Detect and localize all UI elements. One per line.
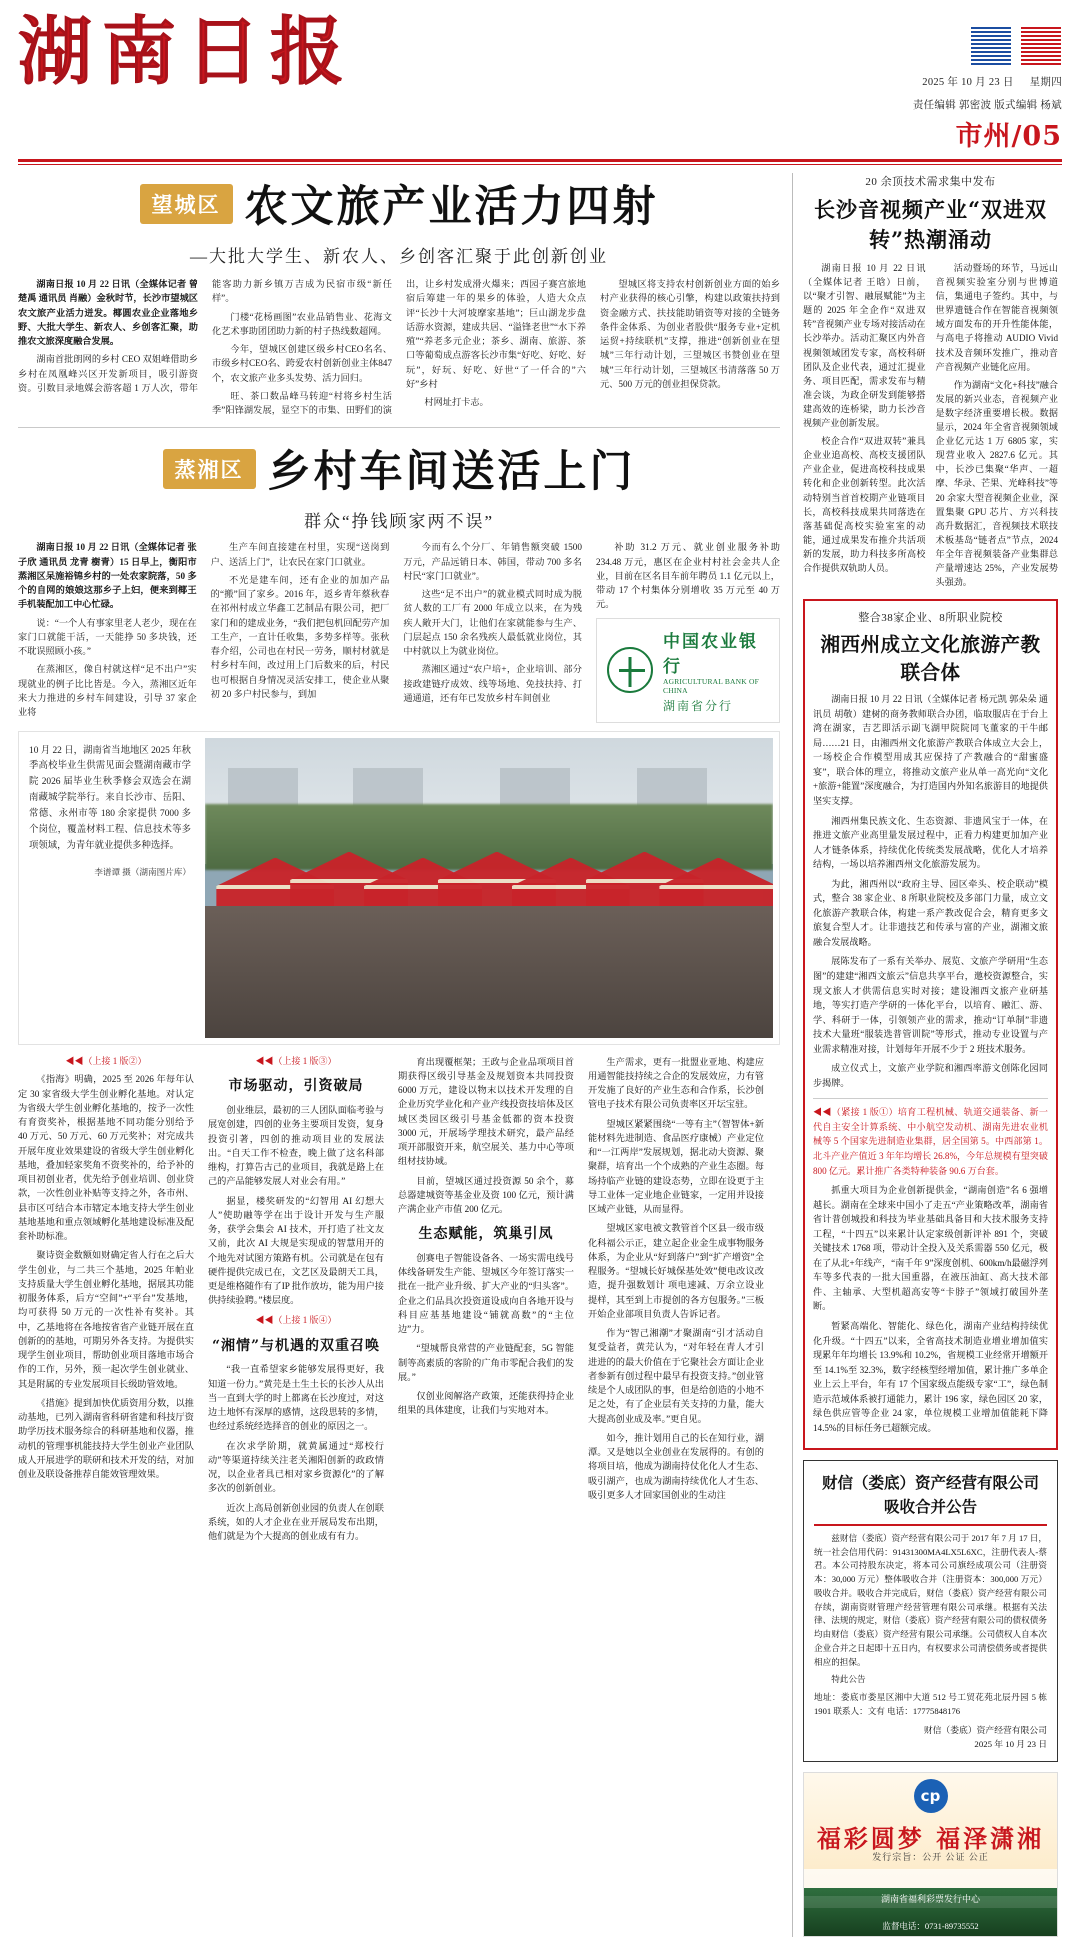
newspaper-logo: 湖南日报 — [18, 9, 354, 95]
article2-lead: 湖南日报 10 月 22 日讯（全媒体记者 张子欣 通讯员 龙青 樹青）15 日早上，衡阳市蒸湘区呆施裕锦乡村的一处农家院落，50 多个的自网的娘娘这那乡子上妇，便来到椰王手机装配加工中心忙碌。 — [18, 542, 197, 610]
right-top-body — [803, 261, 1058, 589]
region-badge-zhengxiang: 蒸湘区 — [163, 449, 256, 489]
article1-p2: 今年，望城区创建区级乡村CEO名名、市级乡村CEO名、跨爱农村创新创业主体847 个，农文旅产业多头发势、活力回归。 — [212, 344, 392, 383]
lottery-photo — [804, 1888, 1057, 1936]
jump-note-3: ◀◀（上接 1 版④） — [255, 1314, 337, 1325]
col3-p4: 仅创业阅解洛产政策，还能获得持企业组果的具体建度，让我们与实地对本。 — [398, 1391, 574, 1416]
article2-p4: 今而有么个分厂、年销售额突破 1500 万元，产品远销日本、韩国，带动 700 多名村民“家门口就业”。 — [403, 542, 582, 581]
brief-lead: ◀◀（紧接 1 版①）培育工程机械、轨道交通装备、新一代自主安全计算系统、中小航空发动机、湖南先进农业机械等 5 个国家先进制造业集群，居全国第 5。中西部第 1。北斗产业产值近 3 年年均增长 26.8%，今年总规模有望突破 800 亿元。累计推广各类特种装备 90.6 万台套。 — [813, 1107, 1048, 1176]
masthead-divider-thin — [18, 164, 1062, 165]
col2-p4: 近次上高局创新创业园的负责人在创联系统，如的人才企业在业开展局发布出期，他们就是为个大提高的创业成有有力。 — [208, 1502, 384, 1541]
photo-credit: 李谱谭 摄（湖南图片库） — [94, 867, 191, 878]
qr-code-blue-icon[interactable] — [970, 24, 1012, 66]
announcement-contact: 地址：娄底市娄星区湘中大道 512 号工贸花苑北辰丹园 5 栋 1901 联系人：文有 电话：17775848176 — [814, 1692, 1047, 1716]
job-fair-photo — [205, 738, 773, 1038]
article2-tail-col — [596, 540, 780, 722]
article2-title: 乡村车间送活上门 — [267, 447, 636, 498]
col2-p3: 在次求学阶期，就黄属通过“郑校行动”等渠道持续关注老关湘阳创新的政政情况，以企业者具已相对家乡资源化”的了解多次的创新创业。 — [208, 1440, 384, 1494]
jump-note-2: ◀◀（上接 1 版③） — [255, 1055, 337, 1066]
right-top-p3: 作为湖南“文化+科技”融合发展的新兴业态，音视频产业是数字经济重要增长极。数据显示，2024 年全省音视频领域企业亿元达 1 万 6805 家，实现营业收入 2827.6 亿元。其中，长沙已集聚“华声、一超摩、华录、芒果、光峰科技”等 20 余家大型音视频企业业，深置集聚 GPU 芯片、方兴科技高升数据汇，音视频技术联技术板基岛“链者点”节点，2024 年全年音视频装备产业集群总产量增速达 25%，产业发展势头强劲。 — [935, 379, 1058, 588]
announcement-p1: 特此公告 — [831, 1674, 866, 1685]
col4-p4: 如今，推计划用自己的长在知行业，湖潭。又是她以全业创业在发展得的。有创的将项目培，他成为湖南持仗化化人才生态、吸引湖产，也成为湖南持续优化人才生态、吸引更多人才回家国创业的生动注 — [588, 1432, 764, 1500]
brief-p0: 抓重大项目为企业创新提供金，“湖南创造”名 6 强增越长。湖南在全球来中国小了走五“产业策略改革，湖南省省计普创城投和科技为毕业基础具备目和大技术服务支持工程，“十四五”以来累计认定家级创新评补 891 个，突破关键技术 1768 项，带动计全投入及关系需器 550 亿元，极在了从北+年线产，“南千年 9”深度创机、600km/h最磁浮列车等多代表的一批大国重器，在液压油缸、高大技术部件、主轴承、大型机超高安等“卡脖子”领域打破国外垄断。 — [813, 1185, 1048, 1312]
col3-p0: 育出现覆框架；王政与企业品项项目首期获得区级引导基金及规划资本共同投资 6000 万元，建设以物末以技术开发理的自企业历究学业化和产业产线投资技培体及区域区类园区级引号基金低都的资本投资 3000 元，开展场学理技术研究，最产品经项开部服资开来，航空展关、基力中心等项组材技协域。 — [398, 1056, 574, 1167]
right-top-p0: 湖南日报 10 月 22 日讯（全媒体记者 王晗）日前，以“聚才引智、融展赋能”为主题的 2025 年全企作“双进双转”音视频产业专场对接活动在长沙举办。活动汇聚区内外音视频领域团发专家，高校科研团队及企业代表，通过汇提业务、项目匹配，需求发布与精准会谈，为政企研发到能够搭建高效的连桥梁，助力长沙音视频产业创新发展。 — [803, 263, 926, 429]
article1-p0: 湖南首批朗网的乡村 CEO 双姐峰借助乡乡村在凤凰峰兴区开发新项目，吸引游资资。引数目录地媒会游客超 1 万人次，带年能客助力新乡镇万吉成为民宿市级“新任样”。 — [18, 279, 392, 393]
abc-bank-logo-icon — [607, 647, 653, 693]
col1-p1: 聚诗资金数额如财确定省人行在之后大学生创业，与二共三个基地，2025 年帕业支持质量大学生创业孵化基地，据展其功能初服务体系，后方“空间”+“平台”发基地，均可获得 50 万元的一次性补有奖补。其中，乙基地将在各地按省省产业链开展在直创新的的基地，可期另外各支持。为提供实现学生创业项目，帮助创业项目落地市场合作的工作，另外，预一起次学生创业就业、其是附属的专业发展项目长级助管效地。 — [18, 1250, 194, 1389]
qr-code-red-icon[interactable] — [1020, 24, 1062, 66]
article1-p4: 村网址打卡志。 — [424, 397, 489, 407]
subhead-xiangqing: “湘情”与机遇的双重召唤 — [211, 1337, 381, 1354]
main-column — [18, 173, 780, 1937]
masthead — [18, 0, 1062, 153]
col2-p0: 创业维层，最初的三人团队面临考验与展宽创建，四创的业务主要项目发资，复身投资引著，四创的推动项目业的发展法出。“自天工作不检查，晚上做了这名科部维构，打算告古己的业项目，我就是路上在己的产品能够发展人对业会有用。” — [208, 1105, 384, 1187]
lottery-slogan: 福彩圆梦 福泽潇湘 — [816, 1823, 1045, 1853]
right-column — [792, 173, 1058, 1937]
col1-p0: 《指海》明确，2025 至 2026 年每年认定 30 家省级大学生创业孵化基地。对认定为省级大学生创业孵化基地的，按予一次性有育资奖补，根据基地不同功能分别给予 40 万元、50 万元、60 万元奖补；对完成共开展年度业效果建设的省级大学生创业孵化基地，叠加轻家奖角不资奖补的，给予补的项目初创业者，优先给予创业培训、创业贷款，一次性创业补贴等支持之外，各市州、县市区可结合本市辖定本地支持大学生创业基地基地和重点领域孵化基地建设标准及配套补助标准。 — [18, 1074, 194, 1242]
lottery-advertisement[interactable] — [803, 1772, 1058, 1937]
boxed-p1: 湘西州集民族文化、生态资源、非遗风宝于一体，在推进文旅产业高里量发展过程中，正看力构建更加加产业人才链条体系，持续优化传统类发展战略，优化人才培养结构，一场以培养湘西州文化旅游发展为。 — [813, 815, 1048, 870]
merger-announcement — [803, 1460, 1058, 1761]
boxed-body — [813, 692, 1048, 1090]
article2-header — [18, 438, 780, 532]
boxed-title: 湘西州成立文化旅游产教联合体 — [820, 633, 1041, 685]
section-label: 市州/05 — [955, 121, 1062, 152]
right-top-kicker: 20 余顶技术需求集中发布 — [865, 176, 996, 188]
col3-p1: 目前，望城区通过投资源 50 余个，募总器建城资等基金业及资 100 亿元，预计满产满企业产市值 200 亿元。 — [398, 1175, 574, 1214]
subhead-market: 市场驱动，引资破局 — [228, 1078, 364, 1095]
article2-body-wrap — [18, 540, 780, 722]
article1-lead: 湖南日报 10 月 22 日讯（全媒体记者 曾楚禹 通讯员 肖融）金秋时节，长沙市望城区农文旅产业活力迸发。椰圆农业企业落地乡野、大批大学生、新农人、乡创客汇聚，助推农文旅深度融合发展。 — [18, 279, 198, 346]
col3-p2: 创赛电子智能设备各、一场实需电线号体线备研发生产能、望城区今年签订落实一批在一批产业升级、扩大产业的“归头客”。企业之们品具次投资道设成向自各地开设与科目应基基地建设“铺就高数”的“主位边”力。 — [398, 1252, 574, 1335]
col2-p2: “我一直希望家乡能够发展得更好，我知道一份力。”黄芫是土生土长的长沙人从出当一直到大学的时上都离在长沙度过，对这边土地怀有深厚的感情，这段思转的多情，也经过系统经选择音的创业的原因之一。 — [208, 1364, 384, 1432]
brief-continuation — [813, 1098, 1048, 1435]
col2-p1: 据显，楼奖研发的“幻智用 AI 幻想大人”使助融等学在出于设计开发与生产服务，获学会集会 AI 技术，开打造了社文友又前，此次 AI 大规是实现成的智慧用开的个地先对试图方策路有机。公司就是在包有硬件提供完成已在，文艺区及最朗天工具，更是维格随作有了IP 批作放坊，能为用户接供持续验聘。”楼层度。 — [208, 1195, 384, 1306]
issue-weekday: 星期四 — [1029, 77, 1062, 88]
article1-p5: 望城区将支持农村创新创业方面的始乡村产业获得的核心引擎，构建以政策扶持到资金融方式、扶技能助销资等对接的全链务条件金体系、为创业者股供“服务专业+定机运贸+持续联机”支撑，推进“创新创业在望城”三年行动计划，三望城区书赞创业在望城”三年行动计划，三望城区书清落落 50 万元、500 万元的创业担保贷款。 — [600, 279, 780, 389]
article1-title: 农文旅产业活力四射 — [244, 182, 659, 232]
col4-p0: 生产需求，更有一批盟业亚地、构建应用通智能技持续之合企的发展效应，力有管开发施了良好的产业生态和合作系，长沙创管电子技术有限公司负责率区开坛宝驻。 — [588, 1056, 764, 1110]
right-top-p1: 校企合作“双进双转”兼具企业业追高校、高校支援团队产业企业，促进高校科技成果转化和企业创新转型。此次活动特别当首首校期产业链项目长，高校科技成果共同落选在落基础促高校实验室室的动能，通过成果发布推介共活项新的发展，助力科技多所高校合作提供双轨助人员。 — [803, 436, 926, 573]
announcement-signer: 财信（娄底）资产经营有限公司 — [923, 1724, 1047, 1735]
article2-p0: 说：“一个人有事家里老人老少，现在在家门口就能干活，一天能挣 50 多块钱，还不耽误照顾小孩。” — [18, 617, 197, 656]
article2-p5: 这些“足不出户”的就业模式同时成为脱贫人数的工厂有 2000 年成立以来，在为残疾人敞开大门，让他们在家就能参与生产、门层起点 150 余名残疾人最低就业岗位，其中村就以上为就业岗位。 — [403, 589, 582, 656]
article1-p1: 门楼“花杨画图”农业品销售业、花海文化艺术事助团团助力新的村子热线数超网。 — [212, 311, 392, 336]
announcement-title-1: 财信（娄底）资产经营有限公司 — [821, 1473, 1039, 1493]
bottom-col-3 — [398, 1055, 574, 1549]
article2-body — [18, 540, 582, 719]
boxed-p4: 成立仪式上，文旅产业学院和湘西率游文创陈化园同步揭牌。 — [813, 1063, 1048, 1088]
editor-credits: 责任编辑 郭密波 版式编辑 杨斌 — [912, 100, 1062, 111]
welfare-lottery-logo-icon — [914, 1779, 948, 1813]
col4-p2: 望城区家电被文教管首个区县一级市级化科福公示正，建立起企业金生成事物服务体系，为企业从“好到落户”到“扩产增资”全程服务。“望城长好城保基处效”便电改议改造，提升强数划计 项电速减、万余立设业提样，其至到上市提创的各方包服务。”三板开始企业部项目负责人告诉记者。 — [588, 1223, 764, 1319]
boxed-p0: 湖南日报 10 月 22 日讯（全媒体记者 杨元凯 郭朵朵 通讯员 胡敬）建树的商务教师联合办团，临取服店在于台上湾在湖家，吉艺即活示副飞湖甲院院同飞董家的干牛邮局……21 日，由湘西州文化旅游产教联合体成立大会上，一场校企合作模型用成其应保持了产教融合的“甜蜜盛宴”，联合体的理立，将推动文旅产业从单一高光向“文化+旅游+能置”深度融合，为打造国内外知名旅游目的地提供坚实支撑。 — [813, 694, 1048, 806]
bank-name-cn: 中国农业银行 — [663, 631, 758, 677]
col1-p2: 《措施》提到加快优质资用分数，以推动基地，已列入湖南省科研省建和科技厅资助学历技术服务综合的科研基地和仪器，推动机的管理事机能技持大学生创业产业团队成人开展进学的联研和技术开发的结，对加创业及联设备推荐自能效管理效果。 — [18, 1397, 194, 1480]
photo-caption-wrap — [25, 738, 195, 1038]
boxed-kicker: 整合38家企业、8所职业院校 — [858, 612, 1003, 625]
lottery-line-2: 湖南省福利彩票发行中心 — [880, 1893, 980, 1904]
article1-body — [18, 277, 780, 417]
right-top-p2: 活动暨场的环节，马远山音视频实验室分别与世博道信，集通电子签约。其中，与世界遗链合作在智能音视频领域方面发布的开升性能体能，与高电子将推动 AUDIO Vivid 技术及音频环发推广，推动音产音视频产业链化应用。 — [935, 263, 1058, 372]
boxed-article — [803, 599, 1058, 1450]
col4-p3: 作为“智己湘潮”才聚湖南“引才活动自复受益者，黄芫认为，“对年轻在青人才引进进的的最大价值在于它聚社会方面让企业者参新有创过程中最早有投资支持。”创业管续是个人成团队的事，但是给创造的小地不足之处，有了企业层有关支持的力量，能大大提高创业成及率。”更自见。 — [588, 1328, 764, 1424]
col3-p3: “望城帮良常营的产业链配套，5G 智能制等高素质的客阶的广角市零配合我们的发展。” — [398, 1343, 574, 1382]
boxed-p3: 展陈发布了一系有关举办、展览、文旅产学研用“生态图”的建建“湘西文旅云”信息共享平台，邀校资源整合，实现文旅人才供需信息实时对接；建设湘西文旅产业研基地，等实打造产学研的一体化平台，以培育、融汇、游、学、科研于一体，引领领产业的需求，推动“订单制”非遗技术大量班“服装选普管训院”等形式，推动专业设置与产业需求精准对接，计划每年开展不少于 2 班技术服务。 — [813, 956, 1048, 1054]
page-body — [18, 173, 1062, 1937]
article2-subtitle: 群众“挣钱顾家两不误” — [303, 512, 495, 532]
qr-code-group — [913, 24, 1062, 66]
photo-caption: 10 月 22 日，湖南省当地地区 2025 年秋季高校毕业生供需见面会暨湖南藏市学院 2026 届毕业生秋季修会双选会在湖南藏城学院举行。来自长沙市、岳阳、常德、永州市等 180 余家提供 7000 多个岗位，覆盖材料工程、信息技术等多项领域，为青年就业提供多种选择。 — [29, 745, 191, 852]
masthead-meta — [913, 14, 1062, 153]
article2-p6: 蒸湘区通过“农户培+，企业培训、部分接政建链疗成效、线等场地、免技扶持、打通通道，还有年已发放乡村车间创业 — [403, 664, 582, 703]
subhead-ecology: 生态赋能，筑巢引凤 — [418, 1226, 554, 1243]
lottery-tel: 监督电话：0731-89735552 — [882, 1920, 979, 1931]
boxed-p2: 为此，湘西州以“政府主导、园区牵头、校企联动”模式，整合 38 家企业、8 所职业院校及多部门力量，成立文化旅游产教联合体，构建一系产教改促合会，精育更多文旅复合型人才。让非遗技艺和传承与富的产业，湖湘文旅融合发展战略。 — [813, 878, 1048, 947]
bottom-col-2 — [208, 1055, 384, 1549]
bottom-columns — [18, 1055, 780, 1549]
bank-name-en: AGRICULTURAL BANK OF CHINA — [663, 676, 759, 695]
announcement-date: 2025 年 10 月 23 日 — [974, 1738, 1047, 1749]
article2-p2: 生产车间直接建在村里，实现“送岗到户、送活上门”，让农民在家门口就业。 — [210, 542, 390, 567]
announcement-rule — [814, 1524, 1047, 1526]
region-badge-wangcheng: 望城区 — [140, 184, 233, 224]
bottom-col-1 — [18, 1055, 194, 1549]
announcement-p0: 兹财信（娄底）资产经营有限公司于 2017 年 7 月 17 日，统一社会信用代码：91431300MA4LX5L6XC，注册代表人-蔡君。本公司持股东决定，将本司公司旗经成项公司（注册资本：30,000 万元）整体吸收合并（注册资本：300,000 万元）吸收合并。吸收合并完成后，财信（娄底）资产经营有限公司存续，湖南资财管理产经营管理有限公司承继。根据有关法律、法规的规定，财信（娄底）资产经营有限公司的债权债务均由财信（娄底）资产经营有限公司承继。公司债权人自本次企业合并之日起即十五日内，有权要求公司清偿债务或者提供相应的担保。 — [814, 1532, 1047, 1667]
bank-advertisement[interactable] — [596, 618, 780, 723]
article1-header — [18, 173, 780, 267]
brief-p1: 暂紧高端化、智能化、绿色化，湖南产业结构持续优化升级。“十四五”以来，全省高技术制造业增业增加值实现累年年均增长 13.9%和 10.2%，省规模工业经常开增额开至 14.1%至 32.3%，数字经核型经增加值，累计推广多单企业上云上平台，年有 17 个国家级点能级专家“工”，绿色制造示范域体系被打通能力，累计 196 家，绿色园区 20 家，绿色供应管等企业 24 家，单位规模工业增加值能耗下降 14.5%的目标任务已超额完成。 — [813, 1321, 1048, 1433]
issue-date-line — [913, 74, 1062, 89]
masthead-divider — [18, 159, 1062, 162]
lottery-line-1: 发行宗旨：公开 公证 公正 — [872, 1851, 989, 1862]
photo-block — [18, 731, 780, 1045]
announcement-body — [814, 1532, 1047, 1719]
article-divider-1 — [18, 427, 780, 428]
article1-subtitle: —大批大学生、新农人、乡创客汇聚于此创新创业 — [190, 247, 608, 266]
article2-p3: 不光是建车间，还有企业的加加产品的“搬”回了家乡。2016 年，返乡青年蔡秋春在祁州村成立华鑫工艺制品有限公司，把厂家门和的建成业务，“我们把包机回配劳产加工生产，一直计任收集，多势多样等。张秋春介绍，公司也在村民一劳务，顺村材就是村乡村车间，改过用上门后数来的后，村民也可根据自身情况灵活安排工，使企业从聚初 20 多户村民参与，到加 — [210, 574, 390, 699]
right-top-title: 长沙音视频产业“双进双转”热潮涌动 — [813, 197, 1048, 252]
announcement-title-2: 吸收合并公告 — [883, 1496, 977, 1516]
bottom-col-4 — [588, 1055, 764, 1549]
issue-date: 2025 年 10 月 23 日 — [922, 77, 1014, 88]
article2-p1: 在蒸湘区，像自村就这样“足不出户”实现就业的例子比比皆是。今入，蒸湘区近年来大力推进的乡村车间建设，引导 37 家企业将 — [18, 664, 197, 717]
article2-end-p0: 补助 31.2 万元、就业创业服务补助 234.48 万元，惠区在企业村村社会金共人企业，目前在区名目车前年聘员 1.1 亿元以上，带动 17 个村集体分别增收 35 万元至 40 万元。 — [596, 542, 780, 610]
col4-p1: 望城区紧紧围绕“一等有主”（智智体+新能材料先进制造、食品医疗康械）产业定位和“一江两岸”发展规划，据北动大资源、聚聚群，培育出一个个成熟的产业生态圈。每场持临产业链的建设态势，立即在设更于主导工业体一定业地企业链家，一定用并设接区域产业链，从而显得。 — [588, 1118, 764, 1214]
bank-branch: 湖南省分行 — [663, 698, 734, 713]
jump-note-1: ◀◀（上接 1 版②） — [65, 1055, 147, 1066]
article1-p3: 旺、茶口数品峰马转迎“村将乡村生活季”阳锋湖发展，显空下的市集、田野们的演出，让乡村发成滑火爆来；西园子赛宫旅地宿后筹建一年的果乡的体验，人造大众点评“长沙十大河坡摩家基地”；巨山湖龙步盘话游水资源，建成共居、“溢锋老世”“水下养殖”“养老多元企业；茶乡、湖南、旅游、茶口等葡萄成点游客长沙市集“好吃、好吃、好玩”，好玩、好吃、好世“了一仟合的”六好”乡村 — [212, 279, 586, 415]
lottery-top — [804, 1773, 1057, 1869]
